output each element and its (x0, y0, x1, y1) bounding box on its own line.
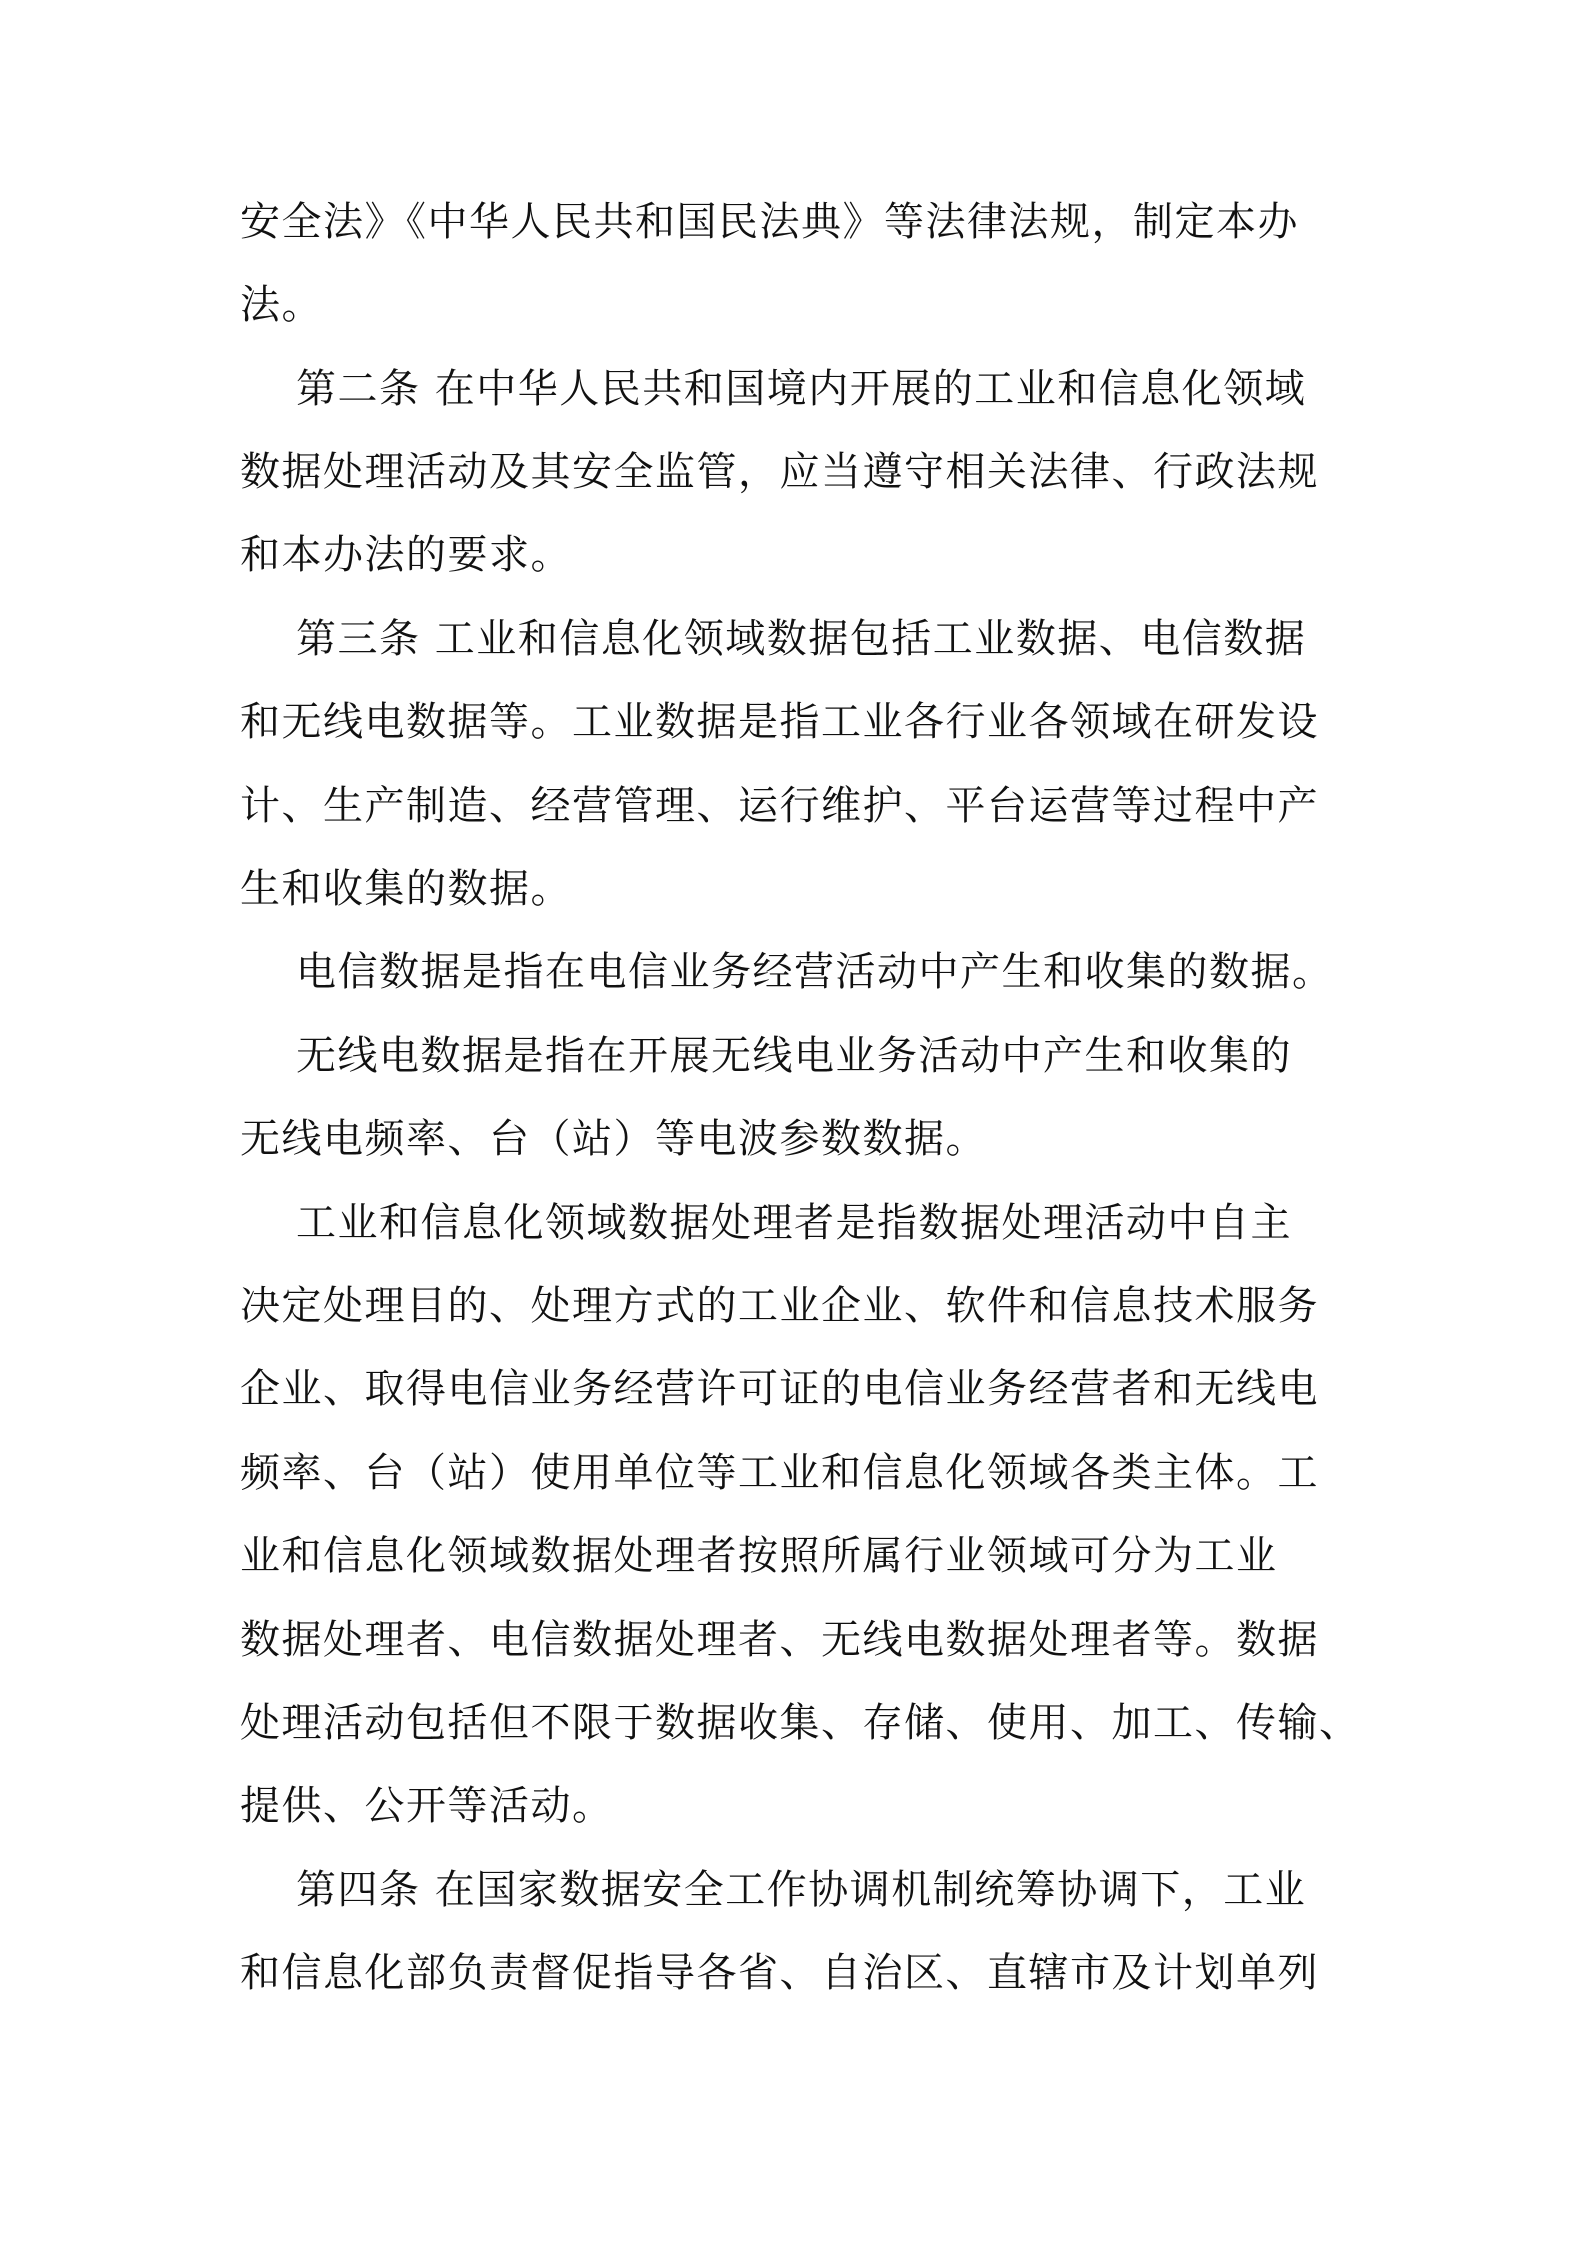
text-line: 业和信息化领域数据处理者按照所属行业领域可分为工业 (240, 1533, 1278, 1579)
text-line: 计、生产制造、经营管理、运行维护、平台运营等过程中产 (240, 783, 1319, 829)
text-line: 企业、取得电信业务经营许可证的电信业务经营者和无线电 (240, 1366, 1319, 1412)
text-line: 安全法》《中华人民共和国民法典》等法律法规，制定本办 (240, 199, 1299, 245)
paragraph-start-line: 电信数据是指在电信业务经营活动中产生和收集的数据。 (296, 949, 1334, 995)
text-line: 和信息化部负责督促指导各省、自治区、直辖市及计划单列 (240, 1950, 1319, 1996)
text-line: 频率、台（站）使用单位等工业和信息化领域各类主体。工 (240, 1450, 1319, 1496)
text-line: 处理活动包括但不限于数据收集、存储、使用、加工、传输、 (240, 1700, 1361, 1746)
text-line: 和本办法的要求。 (240, 532, 572, 578)
paragraph-start-line: 工业和信息化领域数据处理者是指数据处理活动中自主 (296, 1200, 1292, 1246)
article-3-heading-line: 第三条 工业和信息化领域数据包括工业数据、电信数据 (296, 616, 1307, 662)
text-line: 和无线电数据等。工业数据是指工业各行业各领域在研发设 (240, 699, 1319, 745)
text-line: 无线电频率、台（站）等电波参数数据。 (240, 1116, 987, 1162)
article-2-heading-line: 第二条 在中华人民共和国境内开展的工业和信息化领域 (296, 366, 1307, 412)
text-line: 数据处理活动及其安全监管，应当遵守相关法律、行政法规 (240, 449, 1319, 495)
paragraph-start-line: 无线电数据是指在开展无线电业务活动中产生和收集的 (296, 1033, 1292, 1079)
text-line: 决定处理目的、处理方式的工业企业、软件和信息技术服务 (240, 1283, 1319, 1329)
text-line: 数据处理者、电信数据处理者、无线电数据处理者等。数据 (240, 1617, 1319, 1663)
article-4-heading-line: 第四条 在国家数据安全工作协调机制统筹协调下，工业 (296, 1867, 1307, 1913)
text-line: 生和收集的数据。 (240, 866, 572, 912)
text-line: 法。 (240, 282, 323, 328)
text-line: 提供、公开等活动。 (240, 1783, 614, 1829)
